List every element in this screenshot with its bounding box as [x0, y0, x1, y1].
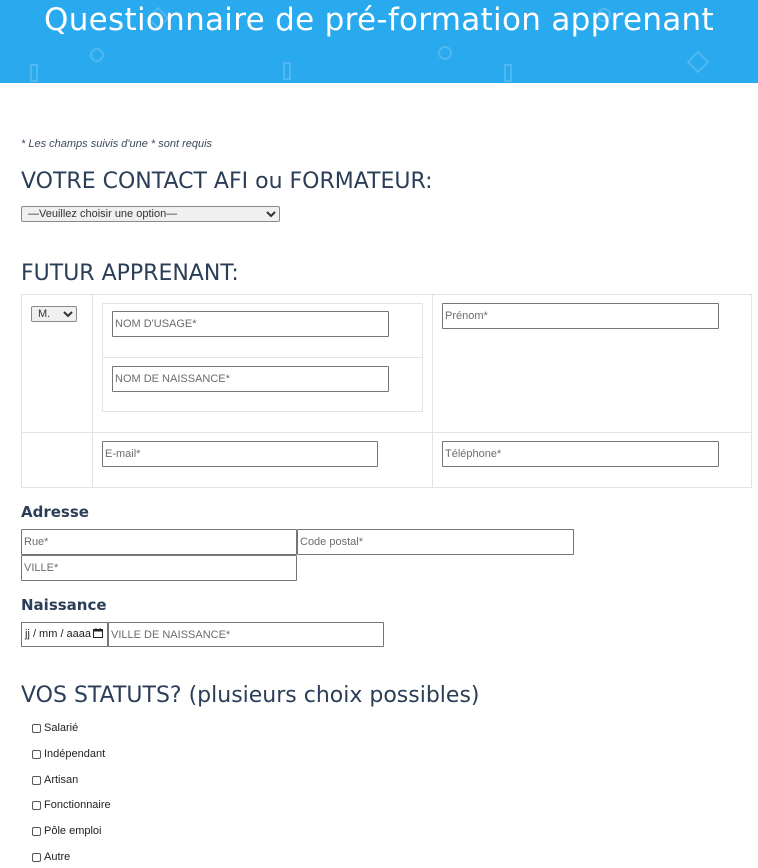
- table-border-middle: [21, 432, 752, 433]
- contact-select[interactable]: [21, 206, 280, 222]
- birth-section-title: Naissance: [21, 596, 107, 614]
- address-section-title: Adresse: [21, 503, 89, 521]
- calendar-icon[interactable]: [93, 628, 103, 641]
- status-option-label: Fonctionnaire: [44, 799, 111, 811]
- email-input[interactable]: [102, 441, 378, 467]
- status-option-label: Pôle emploi: [44, 825, 102, 837]
- telephone-input[interactable]: [442, 441, 719, 467]
- nom-usage-input[interactable]: [112, 311, 389, 337]
- table-border-top: [21, 294, 752, 295]
- status-option-salarie[interactable]: [32, 722, 78, 734]
- status-option-pole-emploi[interactable]: [32, 825, 101, 837]
- banner-decoration: [90, 48, 104, 62]
- status-option-independant[interactable]: [32, 748, 105, 760]
- page-title: Questionnaire de pré-formation apprenant: [44, 2, 714, 38]
- inner-table-border: [102, 357, 423, 358]
- banner-decoration: [504, 64, 512, 82]
- table-border-left: [21, 294, 22, 488]
- required-fields-note: * Les champs suivis d'une * sont requis: [21, 138, 213, 150]
- status-option-autre[interactable]: [32, 851, 70, 863]
- status-option-label: Indépendant: [44, 748, 106, 760]
- checkbox-icon[interactable]: [32, 724, 41, 733]
- prenom-input[interactable]: [442, 303, 719, 329]
- contact-section-title: VOTRE CONTACT AFI ou FORMATEUR:: [21, 169, 433, 194]
- inner-table-border: [102, 411, 423, 412]
- table-column-divider: [92, 294, 93, 488]
- inner-table-border: [422, 303, 423, 411]
- status-option-label: Artisan: [44, 774, 79, 786]
- banner-decoration: [30, 64, 38, 82]
- status-option-label: Salarié: [44, 722, 79, 734]
- code-postal-input[interactable]: [297, 529, 574, 555]
- ville-naissance-input[interactable]: [108, 622, 384, 647]
- banner-decoration: [283, 62, 291, 80]
- birth-date-input[interactable]: [21, 622, 108, 647]
- ville-input[interactable]: [21, 555, 297, 581]
- status-option-fonctionnaire[interactable]: [32, 799, 111, 811]
- header-banner: [0, 0, 758, 83]
- rue-input[interactable]: [21, 529, 297, 555]
- checkbox-icon[interactable]: [32, 801, 41, 810]
- table-column-divider: [432, 294, 433, 488]
- table-border-right: [751, 294, 752, 488]
- status-option-artisan[interactable]: [32, 774, 78, 786]
- inner-table-border: [102, 303, 423, 304]
- checkbox-icon[interactable]: [32, 776, 41, 785]
- checkbox-icon[interactable]: [32, 853, 41, 862]
- nom-naissance-input[interactable]: [112, 366, 389, 392]
- status-section-title: VOS STATUTS? (plusieurs choix possibles): [21, 683, 480, 708]
- banner-decoration: [438, 46, 452, 60]
- banner-decoration: [687, 51, 710, 74]
- learner-section-title: FUTUR APPRENANT:: [21, 261, 239, 286]
- civility-select[interactable]: [31, 306, 77, 322]
- checkbox-icon[interactable]: [32, 750, 41, 759]
- checkbox-icon[interactable]: [32, 827, 41, 836]
- inner-table-border: [102, 303, 103, 411]
- status-option-label: Autre: [44, 851, 71, 863]
- birth-date-value: jj / mm / aaaa: [25, 628, 92, 640]
- table-border-bottom: [21, 487, 752, 488]
